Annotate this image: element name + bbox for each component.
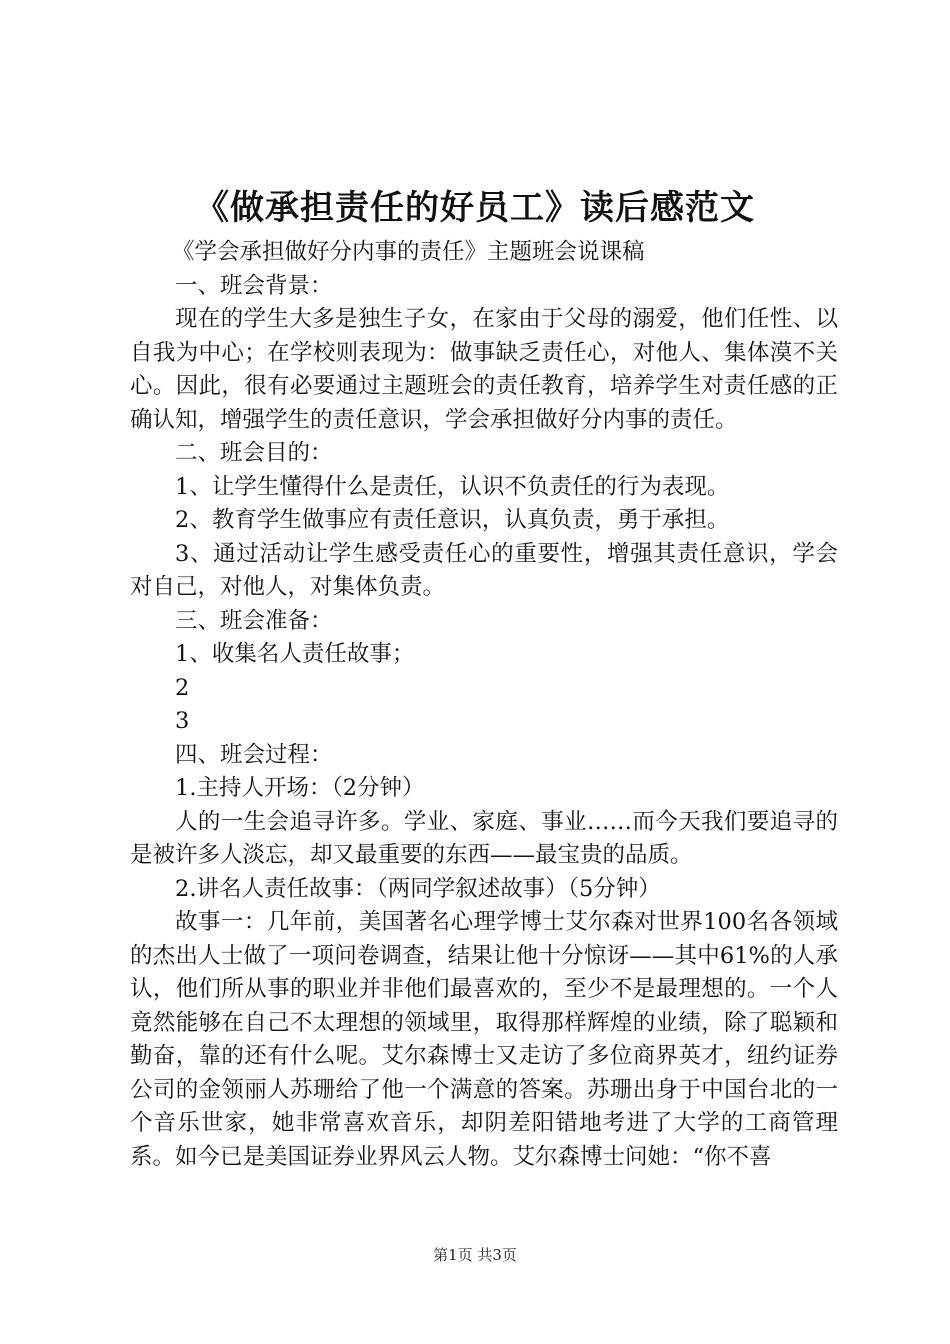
section-heading-process: 四、班会过程： <box>175 741 333 768</box>
list-item-preparation-3: 3 <box>175 708 190 734</box>
list-item-purpose-3: 3、通过活动让学生感受责任心的重要性，增强其责任意识，学会对自己，对他人，对集体负责。 <box>130 540 838 600</box>
paragraph-opening: 人的一生会追寻许多。学业、家庭、事业……而今天我们要追寻的是被许多人淡忘，却又最重要的东西——最宝贵的品质。 <box>130 808 838 868</box>
process-step-2: 2.讲名人责任故事：（两同学叙述故事）（5分钟） <box>175 875 661 902</box>
list-item-preparation-1: 1、收集名人责任故事； <box>175 641 415 667</box>
page-number-label: 第1页 共3页 <box>433 1246 517 1264</box>
list-item-purpose-2: 2、教育学生做事应有责任意识，认真负责，勇于承担。 <box>175 507 730 533</box>
process-step-1: 1.主持人开场：（2分钟） <box>175 775 425 801</box>
paragraph-subtitle: 《学会承担做好分内事的责任》主题班会说课稿 <box>172 239 645 265</box>
section-heading-purpose: 二、班会目的： <box>175 440 333 466</box>
section-heading-preparation: 三、班会准备： <box>175 607 333 634</box>
section-heading-background: 一、班会背景： <box>175 272 333 299</box>
document-body <box>130 236 838 1174</box>
paragraph-background: 现在的学生大多是独生子女，在家由于父母的溺爱，他们任性、以自我为中心；在学校则表现为：做事缺乏责任心，对他人、集体漠不关心。因此，很有必要通过主题班会的责任教育，培养学生对责任感的正确认知，增强学生的责任意识，学会承担做好分内事的责任。 <box>130 306 838 433</box>
document-title: 《做承担责任的好员工》读后感范文 <box>195 188 755 228</box>
paragraph-story-1: 故事一：几年前，美国著名心理学博士艾尔森对世界100名各领域的杰出人士做了一项问卷调查，结果让他十分惊讶——其中61%的人承认，他们所从事的职业并非他们最喜欢的，至少不是最理想的。一个人竟然能够在自己不太理想的领域里，取得那样辉煌的业绩，除了聪颖和勤奋，靠的还有什么呢。艾尔森博士又走访了多位商界英才，纽约证券公司的金领丽人苏珊给了他一个满意的答案。苏珊出身于中国台北的一个音乐世家，她非常喜欢音乐，却阴差阳错地考进了大学的工商管理系。如今已是美国证券业界风云人物。艾尔森博士问她：“你不喜 <box>130 909 838 1170</box>
list-item-preparation-2: 2 <box>175 674 190 701</box>
list-item-purpose-1: 1、让学生懂得什么是责任，认识不负责任的行为表现。 <box>175 473 730 500</box>
page-footer <box>0 1244 950 1266</box>
